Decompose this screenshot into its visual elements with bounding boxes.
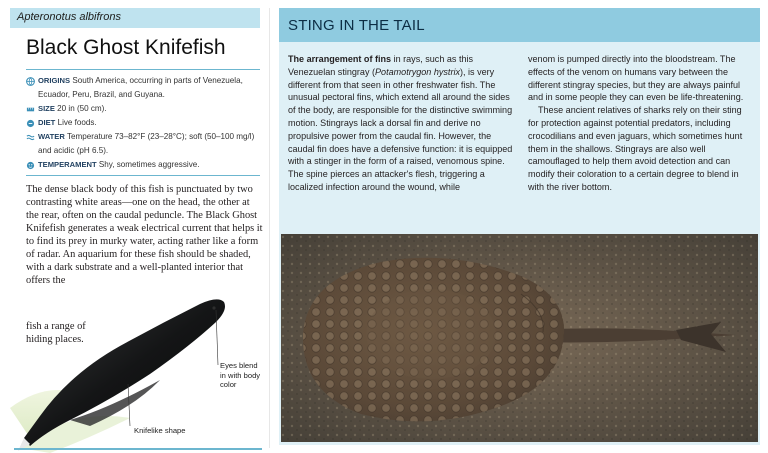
feature-column-1 <box>288 53 513 194</box>
description-text: The dense black body of this fish is punctuated by two contrasting white areas—one on the head, the other at the rear, often on the caudal peduncle. The Black Ghost Knifefish generates a weak electrical current that helps it to find its prey in murky water, acting rather like a form of radar. An aquarium for these fish should be shaded, with a dark substrate and a well-planted interior that offers the <box>26 184 263 286</box>
fact-label: WATER <box>38 132 65 141</box>
lead-in: The arrangement of fins <box>288 54 392 64</box>
paragraph-text: in rays, such as this Venezuelan stingray ( <box>288 54 474 77</box>
fact-text: Temperature 73–82°F (23–28°C); soft (50–100 mg/l) and acidic (pH 6.5). <box>38 132 255 155</box>
fact-label: TEMPERAMENT <box>38 160 97 169</box>
divider <box>26 175 260 176</box>
description <box>26 183 264 287</box>
temperament-icon <box>26 161 35 170</box>
page-title: Black Ghost Knifefish <box>26 36 226 59</box>
feature-title: STING IN THE TAIL <box>288 17 425 34</box>
species-italic: Potamotrygon hystrix <box>375 66 460 77</box>
fact-label: ORIGINS <box>38 76 71 85</box>
fact-label: SIZE <box>38 104 55 113</box>
fish-illustration <box>10 288 260 453</box>
feature-box <box>279 8 760 445</box>
stingray-image <box>281 234 758 442</box>
species-name: Apteronotus albifrons <box>17 11 121 23</box>
fact-diet <box>26 116 260 130</box>
fact-label: DIET <box>38 118 56 127</box>
stingray-photo <box>281 234 758 442</box>
paragraph-text: ), is very different from that seen in other freshwater fish. The unusual pectoral fins, which extend all around the sides of the body, are responsible for the distinctive swimming motion. Stingrays lack a dorsal fin and derive no propulsive power from the caudal fin. However, the caudal fin does have a defensive function: it is equipped with a stinger in the form of a raised, venomous spine. The spine pierces an attacker's flesh, triggering a localized infection around the wound, while <box>288 66 513 192</box>
feature-paragraph <box>288 53 513 194</box>
callout-shape: Knifelike shape <box>134 426 186 435</box>
feature-paragraph: venom is pumped directly into the bloodstream. The effects of the venom on humans vary between the different stingray species, but they are always painful and in some people they can even be life-threatening. <box>528 54 744 103</box>
divider <box>26 69 260 70</box>
fact-origins <box>26 74 260 102</box>
fact-text: Shy, sometimes aggressive. <box>98 160 200 169</box>
species-bar <box>10 8 260 28</box>
ruler-icon <box>26 105 35 114</box>
description-tail-text: fish a range of hiding places. <box>26 321 86 345</box>
description-tail <box>26 320 106 346</box>
fact-water <box>26 130 260 158</box>
fact-size <box>26 102 260 116</box>
globe-icon <box>26 77 35 86</box>
callout-eyes: Eyes blend in with body color <box>220 361 261 389</box>
fact-text: Live foods. <box>57 118 97 127</box>
diet-icon <box>26 119 35 128</box>
fact-list <box>26 74 260 172</box>
water-icon <box>26 133 35 142</box>
fish-profile <box>10 8 263 448</box>
column-divider <box>269 8 270 448</box>
fact-text: 20 in (50 cm). <box>57 104 107 113</box>
fact-text: South America, occurring in parts of Venezuela, Ecuador, Peru, Brazil, and Guyana. <box>38 76 243 99</box>
feature-column-2 <box>528 53 752 194</box>
feature-header <box>279 8 760 42</box>
divider <box>14 448 262 450</box>
fact-temperament <box>26 158 260 172</box>
feature-paragraph: These ancient relatives of sharks rely on their sting for protection against potential predators, including crocodilians and even jaguars, which sometimes hunt them in the shallows. Stingrays are also well camouflaged to help them avoid detection and can modify their coloration to a certain degree to blend in with the river bottom. <box>528 105 743 192</box>
